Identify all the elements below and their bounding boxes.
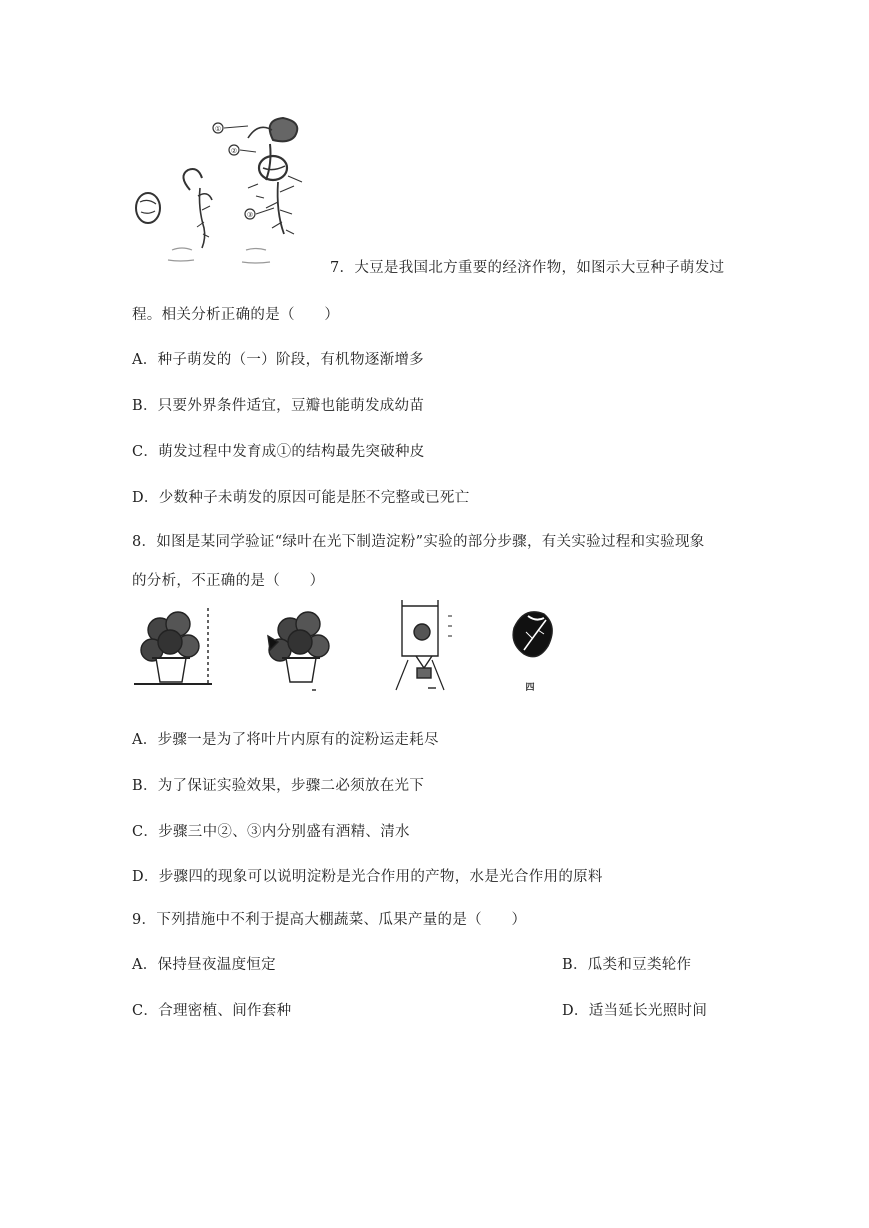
step4-leaf <box>513 612 552 657</box>
step4-label: 四 <box>525 683 535 693</box>
q7-stem-part2: 程。相关分析正确的是（ ） <box>132 307 340 323</box>
label-circle1: ① <box>214 125 222 133</box>
q7-stem-part1: 7．大豆是我国北方重要的经济作物，如图示大豆种子萌发过 <box>330 260 725 276</box>
starch-experiment-figure <box>130 598 590 698</box>
q8-stem-part2: 的分析，不正确的是（ ） <box>132 573 325 589</box>
q8-option-a: A．步骤一是为了将叶片内原有的淀粉运走耗尽 <box>132 732 439 748</box>
q9-option-d: D．适当延长光照时间 <box>562 1003 708 1019</box>
step3-apparatus <box>396 600 452 690</box>
label-circle2: ② <box>230 147 238 155</box>
q8-option-d: D．步骤四的现象可以说明淀粉是光合作用的产物，水是光合作用的原料 <box>132 869 603 885</box>
q8-option-c: C．步骤三中②、③内分别盛有酒精、清水 <box>132 824 410 840</box>
soybean-germination-figure <box>128 110 328 272</box>
q7-option-a: A．种子萌发的（一）阶段，有机物逐渐增多 <box>132 352 424 368</box>
q9-option-b: B．瓜类和豆类轮作 <box>562 957 692 973</box>
label-circle3: ③ <box>246 211 254 219</box>
q9-option-a: A．保持昼夜温度恒定 <box>132 957 276 973</box>
q8-option-b: B．为了保证实验效果，步骤二必须放在光下 <box>132 778 425 794</box>
q9-stem: 9．下列措施中不利于提高大棚蔬菜、瓜果产量的是（ ） <box>132 912 527 928</box>
q7-option-d: D．少数种子未萌发的原因可能是胚不完整或已死亡 <box>132 490 470 506</box>
q7-option-c: C．萌发过程中发育成①的结构最先突破种皮 <box>132 444 425 460</box>
step2-plant <box>268 612 329 690</box>
q8-stem-part1: 8．如图是某同学验证“绿叶在光下制造淀粉”实验的部分步骤，有关实验过程和实验现象 <box>132 534 705 550</box>
q7-option-b: B．只要外界条件适宜，豆瓣也能萌发成幼苗 <box>132 398 425 414</box>
step1-plant <box>134 608 212 684</box>
q9-option-c: C．合理密植、间作套种 <box>132 1003 292 1019</box>
